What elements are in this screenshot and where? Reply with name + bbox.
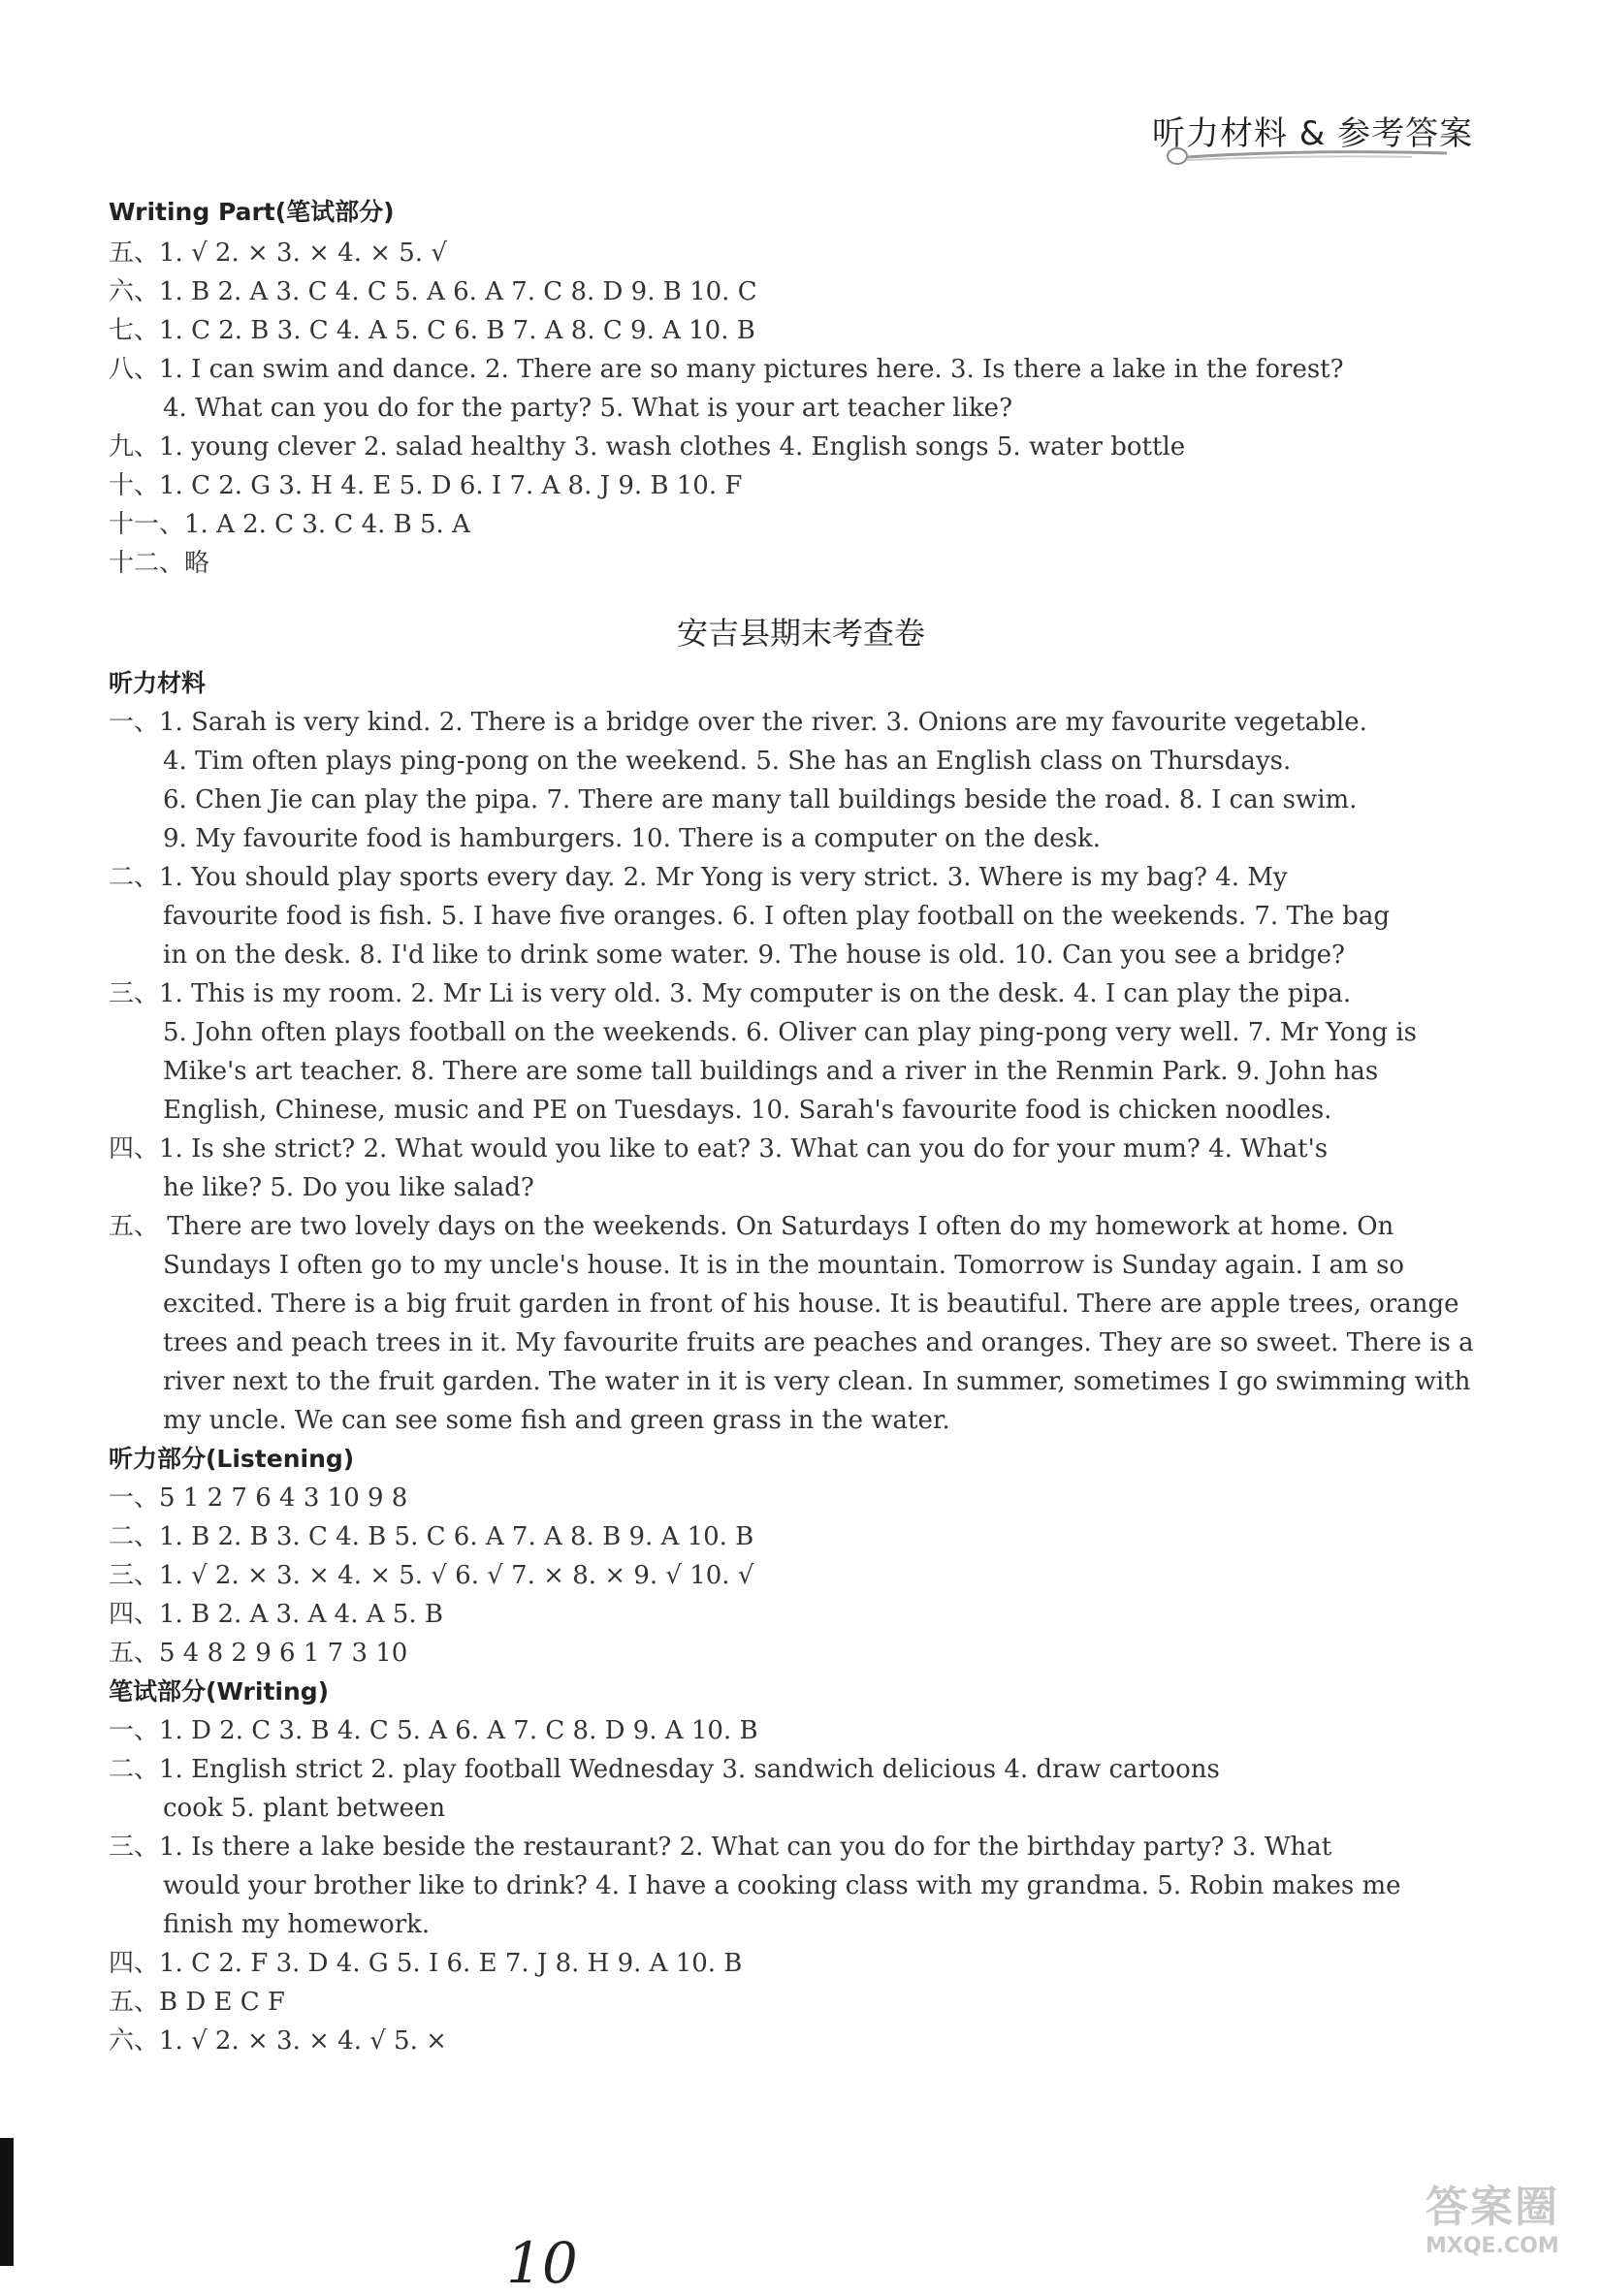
answer-line: 六、1. B 2. A 3. C 4. C 5. A 6. A 7. C 8. D 9. B 10. C [109, 277, 757, 306]
transcript-line: 6. Chen Jie can play the pipa. 7. There are many tall buildings beside the road. 8. I can swim. [163, 785, 1358, 814]
answer-line: would your brother like to drink? 4. I have a cooking class with my grandma. 5. Robin makes me [163, 1871, 1401, 1900]
header-swoosh-decoration [1160, 145, 1451, 167]
transcript-line: English, Chinese, music and PE on Tuesdays. 10. Sarah's favourite food is chicken noodles. [163, 1096, 1332, 1125]
answer-line: 五、B D E C F [109, 1988, 285, 2017]
transcript-line: 五、 There are two lovely days on the weekends. On Saturdays I often do my homework at home. On [109, 1212, 1394, 1241]
answer-line: 九、1. young clever 2. salad healthy 3. wash clothes 4. English songs 5. water bottle [109, 432, 1186, 462]
transcript-line: trees and peach trees in it. My favourite fruits are peaches and oranges. They are so sweet. There is a [163, 1328, 1474, 1357]
answer-line: 六、1. √ 2. × 3. × 4. √ 5. × [109, 2026, 447, 2056]
watermark-logo-text: 答案圈 [1426, 2183, 1559, 2232]
transcript-line: 9. My favourite food is hamburgers. 10. There is a computer on the desk. [163, 824, 1102, 853]
watermark-url: MXQE.COM [1426, 2234, 1559, 2258]
listening-material-heading: 听力材料 [109, 669, 207, 697]
answer-line: 一、5 1 2 7 6 4 3 10 9 8 [109, 1483, 408, 1513]
answer-line: 四、1. B 2. A 3. A 4. A 5. B [109, 1600, 443, 1629]
answer-line: 二、1. B 2. B 3. C 4. B 5. C 6. A 7. A 8. B 9. A 10. B [109, 1522, 754, 1551]
answer-line: 四、1. C 2. F 3. D 4. G 5. I 6. E 7. J 8. H 9. A 10. B [109, 1949, 743, 1978]
transcript-line: 4. Tim often plays ping-pong on the weekend. 5. She has an English class on Thursdays. [163, 747, 1292, 776]
transcript-line: river next to the fruit garden. The water in it is very clean. In summer, sometimes I go swimming with [163, 1367, 1471, 1396]
answer-line: 三、1. Is there a lake beside the restaurant? 2. What can you do for the birthday party? 3. What [109, 1833, 1332, 1862]
answer-line: cook 5. plant between [163, 1794, 446, 1823]
answer-line: finish my homework. [163, 1910, 431, 1939]
answer-line: 三、1. √ 2. × 3. × 4. × 5. √ 6. √ 7. × 8. × 9. √ 10. √ [109, 1561, 754, 1590]
transcript-line: in on the desk. 8. I'd like to drink some water. 9. The house is old. 10. Can you see a bridge? [163, 941, 1345, 970]
answer-line: 五、5 4 8 2 9 6 1 7 3 10 [109, 1639, 408, 1668]
site-watermark [1426, 2172, 1590, 2258]
answer-line: 十一、1. A 2. C 3. C 4. B 5. A [109, 510, 470, 539]
transcript-line: Mike's art teacher. 8. There are some tall buildings and a river in the Renmin Park. 9. John has [163, 1057, 1379, 1086]
answer-line: 五、1. √ 2. × 3. × 4. × 5. √ [109, 239, 447, 268]
transcript-line: he like? 5. Do you like salad? [163, 1173, 534, 1202]
answer-line: 一、1. D 2. C 3. B 4. C 5. A 6. A 7. C 8. D 9. A 10. B [109, 1716, 758, 1745]
scan-edge-bar [0, 2138, 14, 2266]
listening-answers-heading: 听力部分(Listening) [109, 1445, 355, 1473]
transcript-line: Sundays I often go to my uncle's house. It is in the mountain. Tomorrow is Sunday again. I am so [163, 1251, 1405, 1280]
answer-line: 十二、略 [109, 549, 210, 578]
transcript-line: 二、1. You should play sports every day. 2. Mr Yong is very strict. 3. Where is my bag? 4. My [109, 863, 1288, 892]
page-number: 10 [506, 2230, 578, 2296]
answer-line: 七、1. C 2. B 3. C 4. A 5. C 6. B 7. A 8. C 9. A 10. B [109, 316, 755, 345]
transcript-line: 一、1. Sarah is very kind. 2. There is a bridge over the river. 3. Onions are my favourite vegetable. [109, 708, 1367, 737]
transcript-line: excited. There is a big fruit garden in front of his house. It is beautiful. There are apple trees, orange [163, 1290, 1459, 1319]
writing-answers-heading: 笔试部分(Writing) [109, 1677, 330, 1706]
transcript-line: favourite food is fish. 5. I have five oranges. 6. I often play football on the weekends. 7. The bag [163, 902, 1390, 931]
transcript-line: my uncle. We can see some fish and green grass in the water. [163, 1406, 950, 1435]
header-title: 听力材料 & 参考答案 [1152, 114, 1474, 153]
section-title: 安吉县期末考查卷 [676, 615, 925, 652]
answer-line: 十、1. C 2. G 3. H 4. E 5. D 6. I 7. A 8. J 9. B 10. F [109, 471, 743, 500]
writing-part-heading: Writing Part(笔试部分) [109, 198, 395, 226]
answer-line: 二、1. English strict 2. play football Wednesday 3. sandwich delicious 4. draw cartoons [109, 1755, 1220, 1784]
transcript-line: 三、1. This is my room. 2. Mr Li is very old. 3. My computer is on the desk. 4. I can play the pipa. [109, 979, 1352, 1008]
answer-line: 4. What can you do for the party? 5. What is your art teacher like? [163, 394, 1013, 423]
transcript-line: 5. John often plays football on the weekends. 6. Oliver can play ping-pong very well. 7. Mr Yong is [163, 1018, 1418, 1047]
transcript-line: 四、1. Is she strict? 2. What would you like to eat? 3. What can you do for your mum? 4. What's [109, 1134, 1329, 1164]
answer-line: 八、1. I can swim and dance. 2. There are so many pictures here. 3. Is there a lake in the forest? [109, 355, 1344, 384]
